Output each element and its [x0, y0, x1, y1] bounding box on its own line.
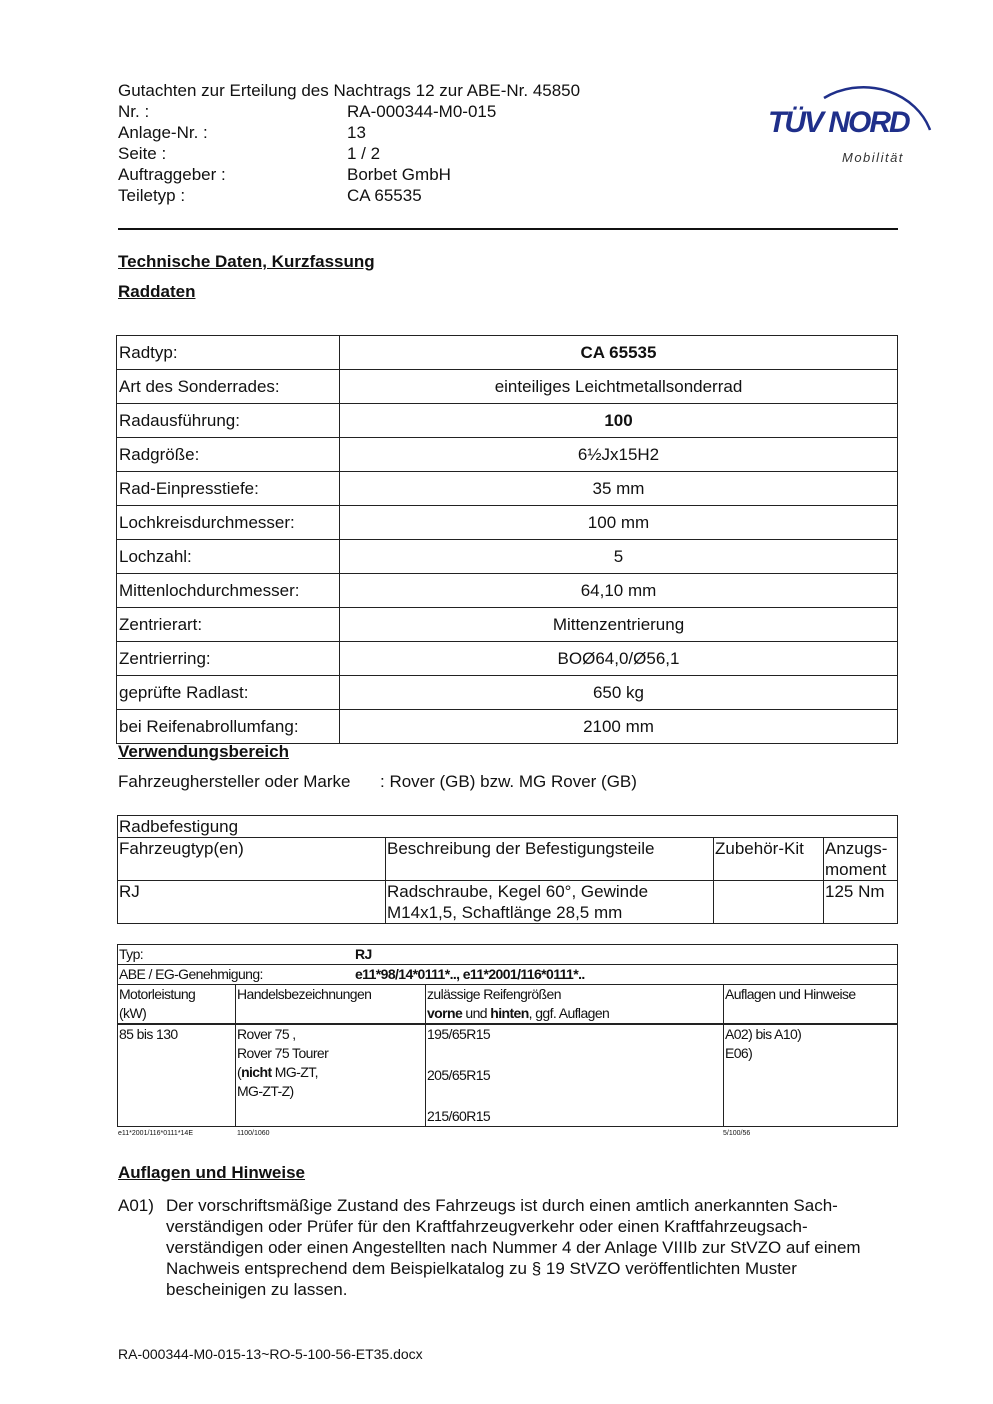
table-label: geprüfte Radlast:: [117, 676, 340, 710]
table-row: [117, 404, 898, 438]
cell-spacer: [427, 1085, 722, 1107]
table-row: [118, 816, 898, 838]
header-value: 13: [347, 123, 366, 142]
table-label: Lochkreisdurchmesser:: [117, 506, 340, 540]
section-heading: Auflagen und Hinweise: [118, 1163, 306, 1182]
header-row: [118, 143, 580, 164]
table-row: [118, 881, 898, 924]
column-header: Handelsbezeichnungen: [236, 985, 426, 1025]
cell-part: MG-ZT,: [271, 1064, 318, 1080]
table-row: [117, 710, 898, 744]
table-value: BOØ64,0/Ø56,1: [340, 642, 898, 676]
table-title: Radbefestigung: [118, 816, 898, 838]
cell-line: 205/65R15: [427, 1067, 491, 1083]
table-value: 650 kg: [340, 676, 898, 710]
befestigung-table: [117, 815, 898, 924]
column-header-line: moment: [825, 860, 887, 879]
header-value: 1 / 2: [347, 144, 381, 163]
cell-line: A02) bis A10): [725, 1026, 802, 1042]
typ-label: Typ:: [119, 946, 144, 962]
header-value: RA-000344-M0-015: [347, 102, 497, 121]
table-value: 35 mm: [340, 472, 898, 506]
logo-brand: TÜV NORD: [768, 106, 909, 139]
column-header-line: Motorleistung: [119, 986, 196, 1002]
table-label: Lochzahl:: [117, 540, 340, 574]
table-label: Zentrierart:: [117, 608, 340, 642]
auflage-text: Der vorschriftsmäßige Zustand des Fahrzeugs ist durch einen amtlich anerkannten Sach-verständigen oder Prüfer für den Kraftfahrzeugverkehr oder einen Kraftfahrzeugsach-verständigen oder einen Angestellten nach Nummer 4 der Anlage VIIIb zur StVZO auf einem Nachweis entsprechend dem Beispielkatalog zu § 19 StVZO veröffentlichten Muster bescheinigen zu lassen.: [166, 1196, 861, 1299]
cell-spacer: [427, 1044, 722, 1066]
footnote: e11*2001/116*0111*14E: [118, 1130, 193, 1137]
typ-value: RJ: [355, 946, 372, 962]
cell-line: M14x1,5, Schaftlänge 28,5 mm: [387, 903, 623, 922]
header-label: Anlage-Nr. :: [118, 123, 208, 142]
cell-line: 215/60R15: [427, 1108, 491, 1124]
table-value: 100 mm: [340, 506, 898, 540]
column-header-line: (kW): [119, 1005, 147, 1021]
table-value: CA 65535: [340, 336, 898, 370]
column-header: Fahrzeugtyp(en): [118, 838, 386, 881]
raddaten-table: [116, 335, 898, 744]
cell-line: 195/65R15: [427, 1026, 491, 1042]
table-header-row: [118, 838, 898, 881]
cell-line: [237, 1063, 424, 1082]
table-row: [118, 1024, 898, 1127]
typ-cell: [118, 945, 898, 965]
table-row: [117, 540, 898, 574]
table-row: [117, 336, 898, 370]
verwendung-value: : Rover (GB) bzw. MG Rover (GB): [380, 772, 637, 791]
section-heading: Verwendungsbereich: [118, 742, 289, 761]
cell-part: nicht: [241, 1064, 272, 1080]
footnote: 1100/1060: [237, 1130, 270, 1137]
abe-value: e11*98/14*0111*.., e11*2001/116*0111*..: [355, 966, 585, 982]
cell-part: (: [237, 1064, 242, 1080]
column-header-line: Anzugs-: [825, 839, 888, 858]
table-row: [117, 608, 898, 642]
abe-cell: [118, 965, 898, 985]
cell-line: Rover 75 ,: [237, 1026, 296, 1042]
table-cell: [426, 1024, 724, 1127]
table-cell: [236, 1024, 426, 1127]
table-row: [117, 438, 898, 472]
table-label: Radausführung:: [117, 404, 340, 438]
header-label: Teiletyp :: [118, 186, 186, 205]
table-label: Rad-Einpresstiefe:: [117, 472, 340, 506]
column-header-line: [427, 1004, 722, 1023]
table-cell: 85 bis 130: [118, 1024, 236, 1127]
header-row: [118, 101, 580, 122]
header-divider: [118, 228, 898, 230]
table-row: [117, 370, 898, 404]
table-row: [118, 965, 898, 985]
section-heading: Technische Daten, Kurzfassung: [118, 252, 375, 271]
cell-line: Rover 75 Tourer: [237, 1045, 329, 1061]
auflage-id: A01): [118, 1196, 154, 1215]
table-row: [117, 642, 898, 676]
table-row: [117, 574, 898, 608]
header-part: und: [462, 1005, 491, 1021]
document-footer: RA-000344-M0-015-13~RO-5-100-56-ET35.docx: [118, 1346, 423, 1362]
table-label: Radtyp:: [117, 336, 340, 370]
header-row: [118, 164, 580, 185]
cell-line: Radschraube, Kegel 60°, Gewinde: [387, 882, 649, 901]
table-value: Mittenzentrierung: [340, 608, 898, 642]
table-label: Mittenlochdurchmesser:: [117, 574, 340, 608]
header-row: [118, 122, 580, 143]
document-title: Gutachten zur Erteilung des Nachtrags 12 zur ABE-Nr. 45850: [118, 81, 581, 100]
verwendung-line: [118, 772, 637, 792]
header-part: hinten: [490, 1005, 529, 1021]
header-label: Auftraggeber :: [118, 165, 226, 184]
table-row: [118, 945, 898, 965]
table-label: Zentrierring:: [117, 642, 340, 676]
table-label: bei Reifenabrollumfang:: [117, 710, 340, 744]
header-value: Borbet GmbH: [347, 165, 451, 184]
table-row: [117, 472, 898, 506]
header-part: , ggf. Auflagen: [528, 1005, 610, 1021]
table-label: Art des Sonderrades:: [117, 370, 340, 404]
section-heading: Raddaten: [118, 282, 196, 301]
footnote: 5/100/56: [723, 1130, 751, 1137]
typ-table: [117, 944, 898, 1127]
table-cell: 125 Nm: [824, 881, 898, 924]
logo-subtitle: Mobilität: [842, 150, 904, 165]
cell-line: MG-ZT-Z): [237, 1083, 294, 1099]
column-header: [824, 838, 898, 881]
table-cell: [386, 881, 714, 924]
table-value: 2100 mm: [340, 710, 898, 744]
header-row: [118, 185, 580, 206]
header-label: Nr. :: [118, 102, 150, 121]
tuv-nord-logo: [762, 58, 942, 173]
table-label: Radgröße:: [117, 438, 340, 472]
header-label: Seite :: [118, 144, 167, 163]
header-value: CA 65535: [347, 186, 422, 205]
table-cell: [714, 881, 824, 924]
verwendung-label: Fahrzeughersteller oder Marke: [118, 772, 351, 791]
cell-line: E06): [725, 1045, 753, 1061]
column-header: [426, 985, 724, 1025]
header-part: vorne: [427, 1005, 463, 1021]
table-value: 5: [340, 540, 898, 574]
table-value: einteiliges Leichtmetallsonderrad: [340, 370, 898, 404]
table-value: 64,10 mm: [340, 574, 898, 608]
table-row: [117, 506, 898, 540]
table-value: 6½Jx15H2: [340, 438, 898, 472]
column-header: Zubehör-Kit: [714, 838, 824, 881]
table-value: 100: [340, 404, 898, 438]
document-header: [118, 80, 580, 206]
column-header-line: zulässige Reifengrößen: [427, 986, 561, 1002]
column-header: [118, 985, 236, 1025]
column-header: Beschreibung der Befestigungsteile: [386, 838, 714, 881]
table-header-row: [118, 985, 898, 1025]
table-cell: [724, 1024, 898, 1127]
table-row: [117, 676, 898, 710]
abe-label: ABE / EG-Genehmigung:: [119, 966, 263, 982]
column-header: Auflagen und Hinweise: [724, 985, 898, 1025]
table-cell: RJ: [118, 881, 386, 924]
auflage-item: [118, 1195, 898, 1300]
